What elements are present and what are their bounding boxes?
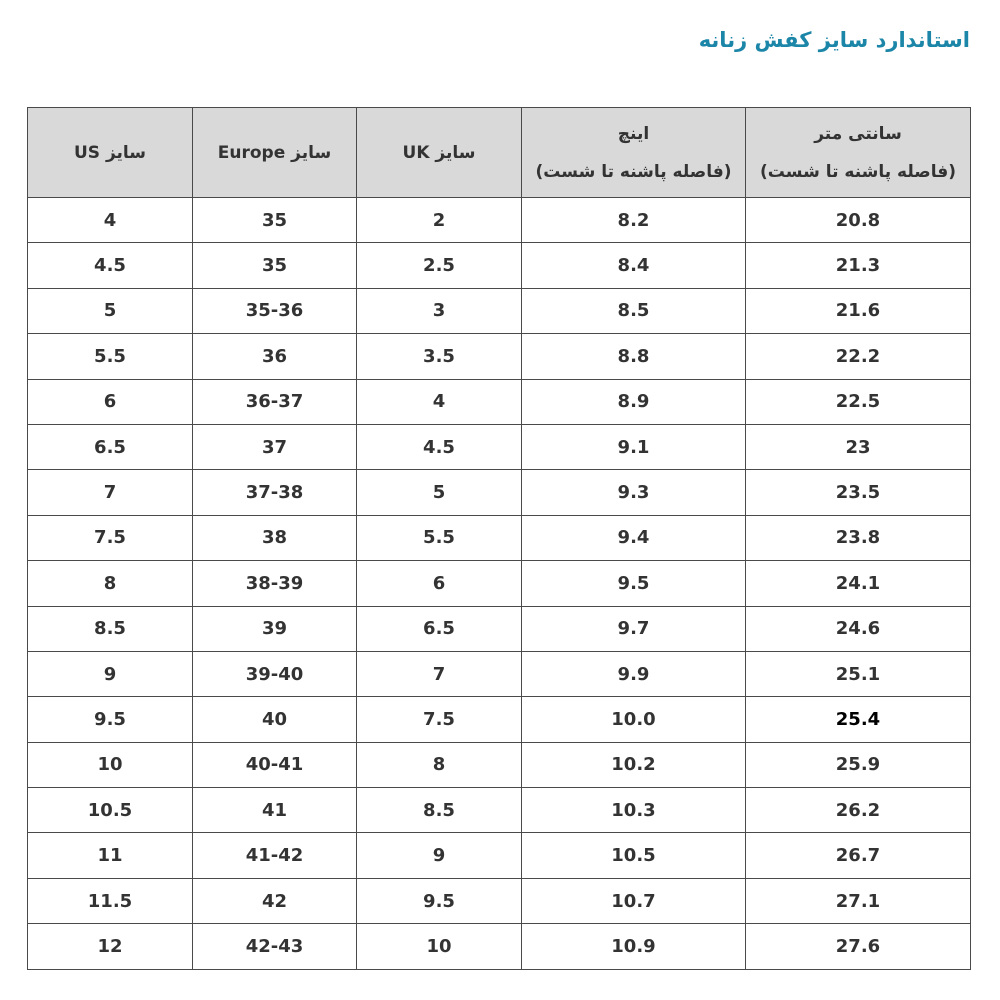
cell-cm: 27.1 bbox=[746, 878, 971, 923]
cell-europe: 35 bbox=[193, 243, 357, 288]
table-row bbox=[28, 198, 971, 243]
cell-cm: 24.6 bbox=[746, 606, 971, 651]
cell-us: 9.5 bbox=[28, 697, 193, 742]
cell-europe: 39 bbox=[193, 606, 357, 651]
cell-europe: 37-38 bbox=[193, 470, 357, 515]
cell-uk: 6.5 bbox=[357, 606, 522, 651]
cell-inch: 9.7 bbox=[522, 606, 746, 651]
table-row bbox=[28, 379, 971, 424]
cell-us: 5.5 bbox=[28, 334, 193, 379]
header-uk: سایز UK bbox=[357, 108, 522, 198]
cell-us: 11.5 bbox=[28, 878, 193, 923]
table-row bbox=[28, 878, 971, 923]
header-inch-note: (فاصله پاشنه تا شست) bbox=[535, 161, 732, 182]
table-row bbox=[28, 288, 971, 333]
cell-inch: 8.2 bbox=[522, 198, 746, 243]
cell-us: 9 bbox=[28, 651, 193, 696]
cell-uk: 7.5 bbox=[357, 697, 522, 742]
cell-uk: 5 bbox=[357, 470, 522, 515]
page-title: استاندارد سایز کفش زنانه bbox=[698, 28, 970, 52]
table-row bbox=[28, 924, 971, 969]
cell-europe: 40-41 bbox=[193, 742, 357, 787]
cell-inch: 10.0 bbox=[522, 697, 746, 742]
cell-us: 12 bbox=[28, 924, 193, 969]
cell-uk: 8 bbox=[357, 742, 522, 787]
cell-cm: 24.1 bbox=[746, 561, 971, 606]
cell-inch: 8.9 bbox=[522, 379, 746, 424]
header-cm bbox=[746, 108, 971, 198]
cell-uk: 8.5 bbox=[357, 788, 522, 833]
cell-europe: 36-37 bbox=[193, 379, 357, 424]
cell-uk: 5.5 bbox=[357, 515, 522, 560]
cell-europe: 37 bbox=[193, 424, 357, 469]
cell-cm: 23.8 bbox=[746, 515, 971, 560]
cell-us: 6.5 bbox=[28, 424, 193, 469]
cell-us: 10 bbox=[28, 742, 193, 787]
table-row bbox=[28, 243, 971, 288]
header-us: سایز US bbox=[28, 108, 193, 198]
cell-uk: 9 bbox=[357, 833, 522, 878]
header-europe: سایز Europe bbox=[193, 108, 357, 198]
cell-us: 7 bbox=[28, 470, 193, 515]
cell-us: 8.5 bbox=[28, 606, 193, 651]
cell-inch: 8.8 bbox=[522, 334, 746, 379]
cell-uk: 2 bbox=[357, 198, 522, 243]
cell-inch: 9.9 bbox=[522, 651, 746, 696]
cell-cm: 20.8 bbox=[746, 198, 971, 243]
table-row bbox=[28, 424, 971, 469]
header-cm-note: (فاصله پاشنه تا شست) bbox=[760, 161, 956, 182]
cell-inch: 9.3 bbox=[522, 470, 746, 515]
cell-uk: 6 bbox=[357, 561, 522, 606]
cell-cm: 25.9 bbox=[746, 742, 971, 787]
table-row bbox=[28, 697, 971, 742]
cell-inch: 10.3 bbox=[522, 788, 746, 833]
cell-europe: 35-36 bbox=[193, 288, 357, 333]
cell-uk: 7 bbox=[357, 651, 522, 696]
cell-cm: 22.2 bbox=[746, 334, 971, 379]
cell-us: 7.5 bbox=[28, 515, 193, 560]
table-row bbox=[28, 788, 971, 833]
cell-inch: 10.7 bbox=[522, 878, 746, 923]
cell-us: 11 bbox=[28, 833, 193, 878]
table-row bbox=[28, 742, 971, 787]
cell-cm: 21.6 bbox=[746, 288, 971, 333]
cell-inch: 8.4 bbox=[522, 243, 746, 288]
header-inch bbox=[522, 108, 746, 198]
cell-uk: 3.5 bbox=[357, 334, 522, 379]
cell-inch: 9.4 bbox=[522, 515, 746, 560]
header-inch-label: اینچ bbox=[617, 123, 650, 144]
cell-us: 5 bbox=[28, 288, 193, 333]
cell-uk: 4 bbox=[357, 379, 522, 424]
cell-europe: 41-42 bbox=[193, 833, 357, 878]
cell-inch: 9.1 bbox=[522, 424, 746, 469]
cell-europe: 38 bbox=[193, 515, 357, 560]
table-row bbox=[28, 833, 971, 878]
cell-inch: 10.5 bbox=[522, 833, 746, 878]
cell-uk: 3 bbox=[357, 288, 522, 333]
cell-cm: 26.2 bbox=[746, 788, 971, 833]
cell-us: 4 bbox=[28, 198, 193, 243]
cell-cm: 27.6 bbox=[746, 924, 971, 969]
cell-uk: 9.5 bbox=[357, 878, 522, 923]
table-row bbox=[28, 334, 971, 379]
table-header bbox=[28, 108, 971, 198]
cell-uk: 2.5 bbox=[357, 243, 522, 288]
cell-cm: 21.3 bbox=[746, 243, 971, 288]
table-row bbox=[28, 515, 971, 560]
table-row bbox=[28, 651, 971, 696]
cell-europe: 42 bbox=[193, 878, 357, 923]
cell-cm: 23.5 bbox=[746, 470, 971, 515]
table-body bbox=[28, 198, 971, 970]
cell-us: 4.5 bbox=[28, 243, 193, 288]
cell-inch: 10.9 bbox=[522, 924, 746, 969]
cell-europe: 41 bbox=[193, 788, 357, 833]
cell-cm: 23 bbox=[746, 424, 971, 469]
cell-us: 8 bbox=[28, 561, 193, 606]
cell-inch: 9.5 bbox=[522, 561, 746, 606]
cell-europe: 36 bbox=[193, 334, 357, 379]
cell-inch: 10.2 bbox=[522, 742, 746, 787]
header-row bbox=[28, 108, 971, 198]
cell-cm: 26.7 bbox=[746, 833, 971, 878]
table-row bbox=[28, 561, 971, 606]
cell-europe: 42-43 bbox=[193, 924, 357, 969]
cell-cm: 25.1 bbox=[746, 651, 971, 696]
cell-uk: 10 bbox=[357, 924, 522, 969]
cell-europe: 38-39 bbox=[193, 561, 357, 606]
cell-europe: 39-40 bbox=[193, 651, 357, 696]
table-row bbox=[28, 470, 971, 515]
cell-cm: 22.5 bbox=[746, 379, 971, 424]
table-row bbox=[28, 606, 971, 651]
cell-europe: 35 bbox=[193, 198, 357, 243]
size-table bbox=[27, 107, 971, 970]
cell-uk: 4.5 bbox=[357, 424, 522, 469]
cell-europe: 40 bbox=[193, 697, 357, 742]
cell-cm: 25.4 bbox=[746, 697, 971, 742]
cell-inch: 8.5 bbox=[522, 288, 746, 333]
cell-us: 6 bbox=[28, 379, 193, 424]
cell-us: 10.5 bbox=[28, 788, 193, 833]
header-cm-label: سانتی متر bbox=[814, 123, 902, 144]
